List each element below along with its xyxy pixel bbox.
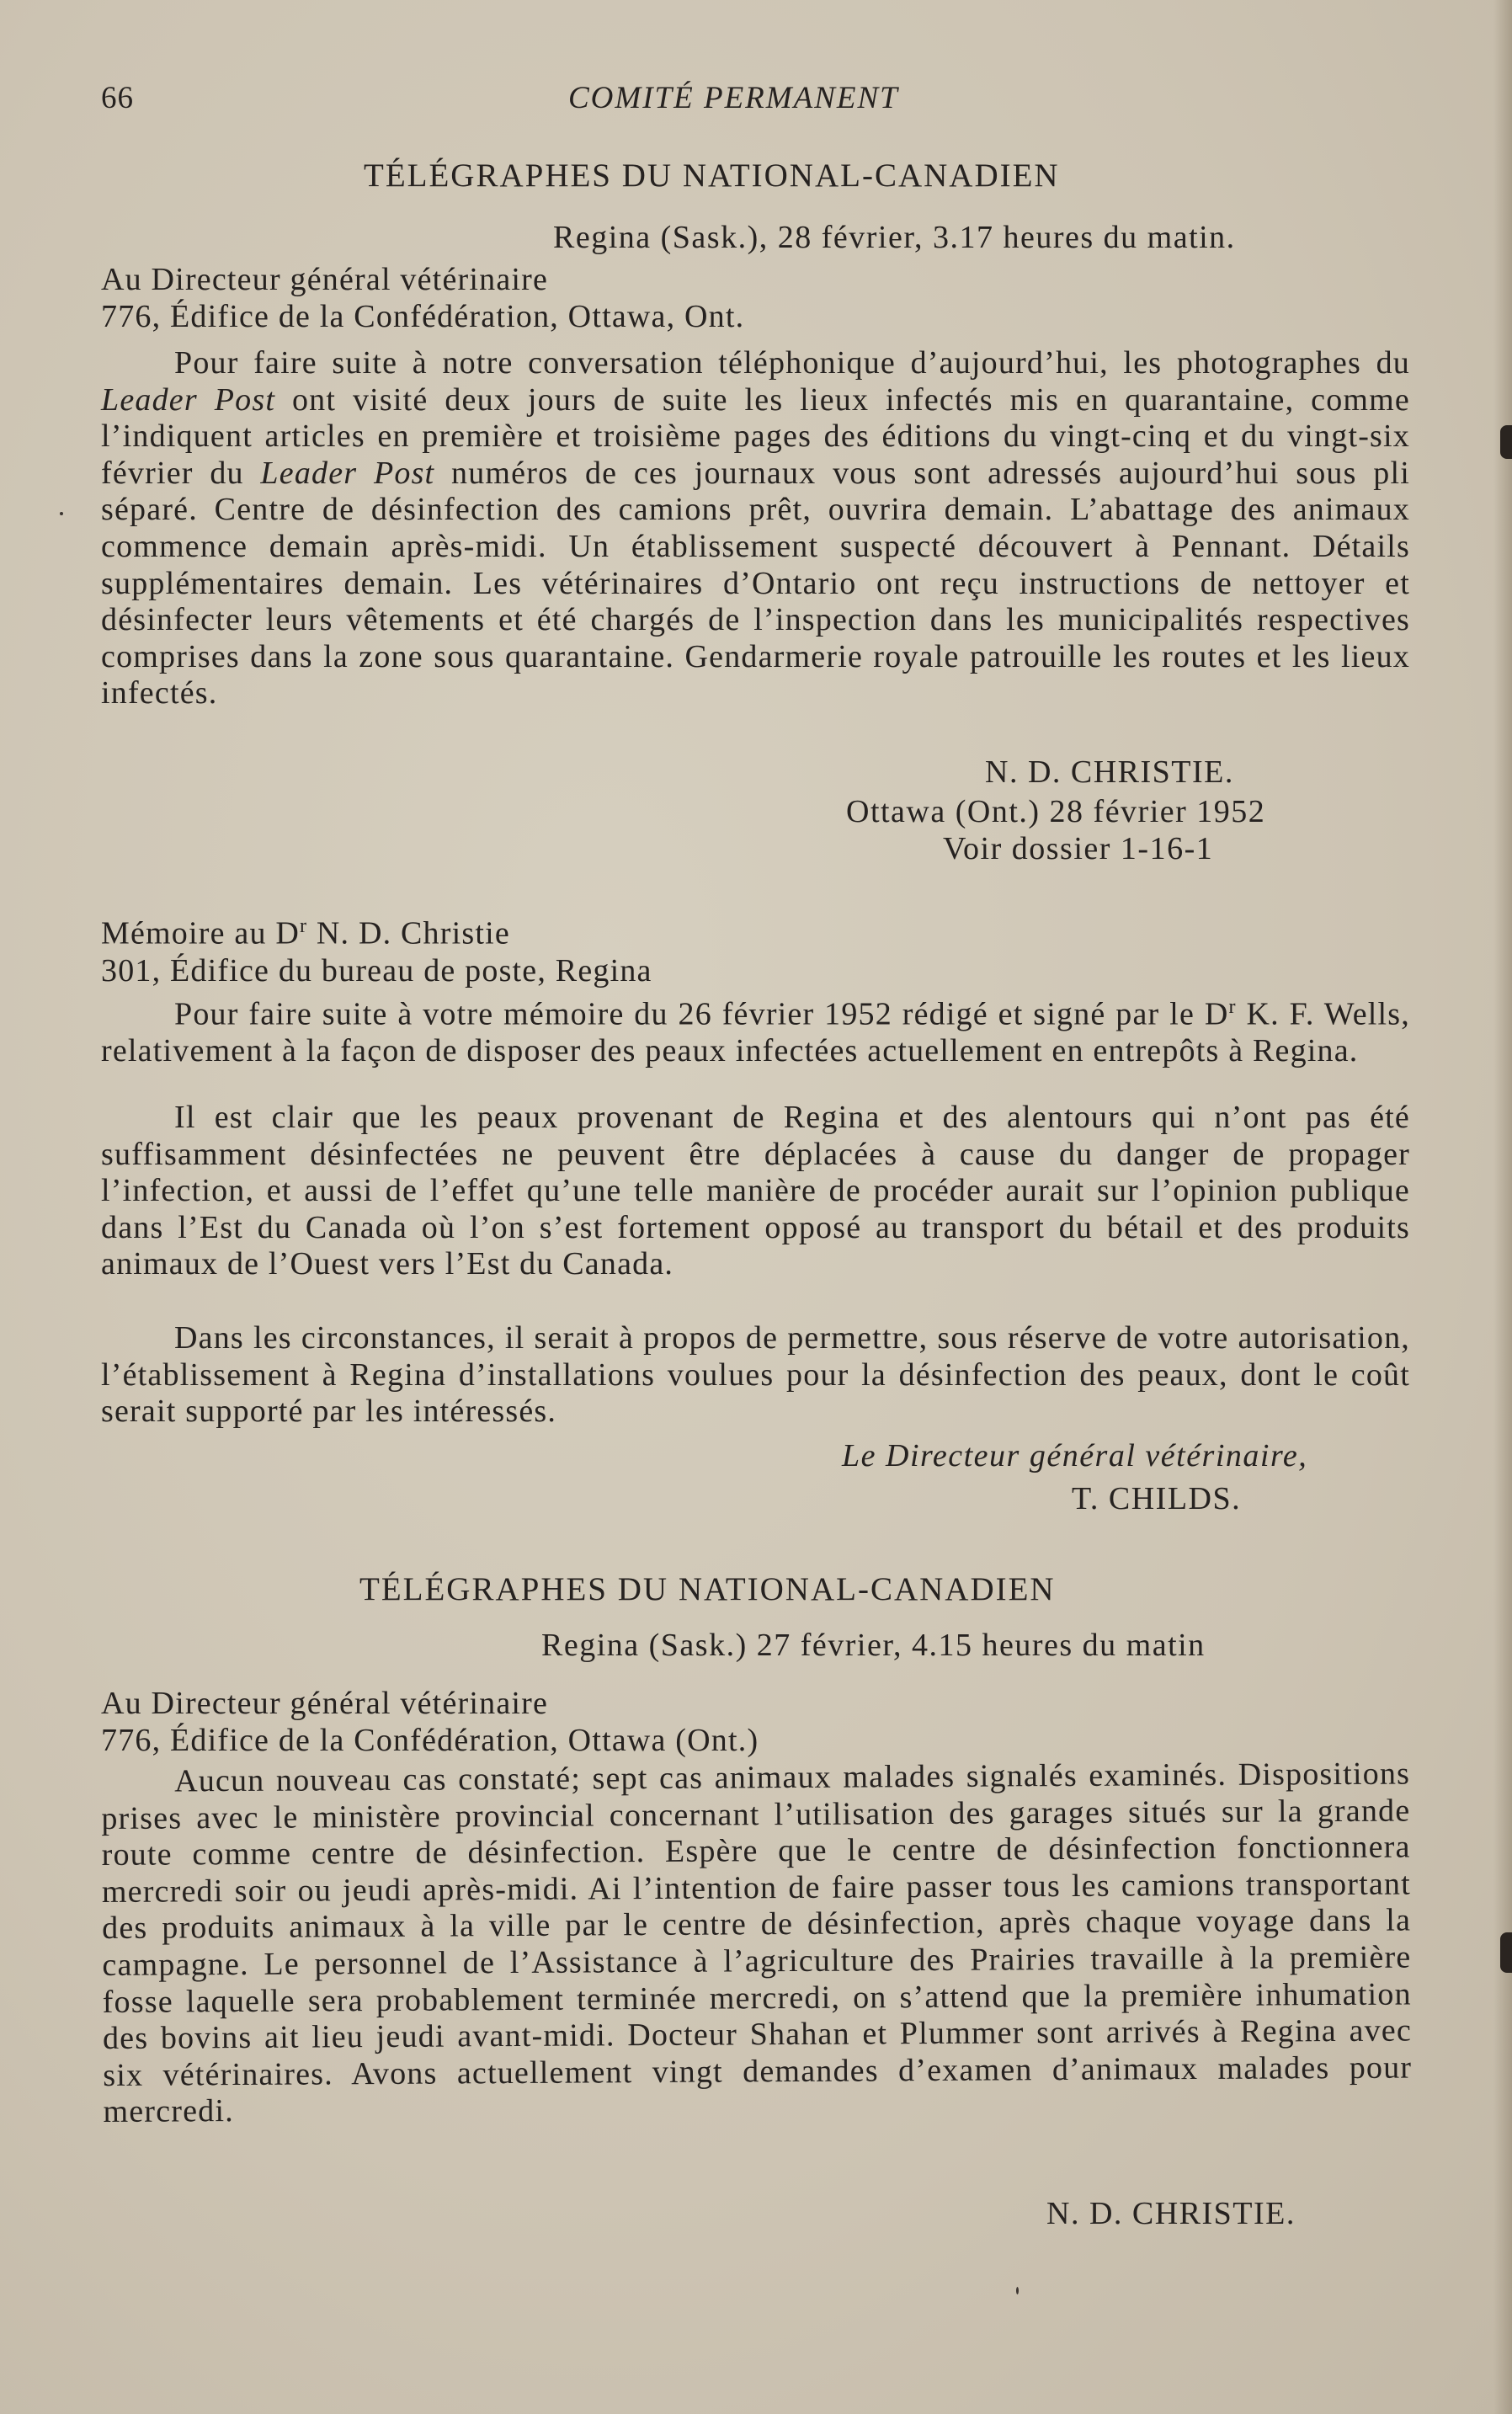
telegram-title: TÉLÉGRAPHES DU NATIONAL-CANADIEN	[364, 157, 1060, 194]
running-head: COMITÉ PERMANENT	[568, 81, 899, 115]
recipient-address	[101, 261, 744, 335]
signature: N. D. CHRISTIE.	[985, 754, 1234, 790]
memo-to-line: Mémoire au $D^r$ N. D. Christie	[101, 915, 510, 951]
address-line: 301, Édifice du bureau de poste, Regina	[101, 952, 652, 989]
newspaper-name: Leader Post	[101, 381, 276, 418]
memo-recipient	[101, 908, 652, 989]
page-number: 66	[101, 81, 134, 115]
telegram-title: TÉLÉGRAPHES DU NATIONAL-CANADIEN	[359, 1571, 1056, 1607]
scan-speck	[1016, 2287, 1019, 2294]
scan-speck	[60, 512, 63, 515]
telegram-dateline: Regina (Sask.) 27 février, 4.15 heures du matin	[541, 1628, 1206, 1663]
newspaper-name: Leader Post	[260, 455, 435, 491]
telegram-body: Aucun nouveau cas constaté; sept cas animaux malades signalés examinés. Dispositions prises avec le ministère provincial concernant l’utilisation des garages situés sur la grande route comme centre de désinfection. Espère que le centre de désinfection fonctionnera mercredi soir ou jeudi après-midi. Ai l’intention de faire passer tous les camions transportant des produits animaux à la ville par le centre de désinfection, après chaque voyage dans la campagne. Le personnel de l’Assistance à l’agriculture des Prairies travaille à la première fosse laquelle sera probablement terminée mercredi, on s’attend que la première inhumation des bovins ait lieu jeudi avant-midi. Docteur Shahan et Plummer sont arrivés à Regina avec six vétérinaires. Avons actuellement vingt demandes d’examen d’animaux malades pour mercredi.	[101, 1756, 1413, 2130]
body-text-run: numéros de ces journaux vous sont adressés aujourd’hui sous pli séparé. Centre de désinfection des camions prêt, ouvrira demain. L’abattage des animaux commence demain après-midi. Un établissement suspecté découvert à Pennant. Détails supplémentaires demain. Les vétérinaires d’Ontario ont reçu instructions de nettoyer et désinfecter leurs vêtements et été chargés de l’inspection dans les municipalités respectives comprises dans la zone sous quarantaine. Gendarmerie royale patrouille les routes et les lieux infectés.	[101, 455, 1410, 711]
address-line: Au Directeur général vétérinaire	[101, 1686, 549, 1721]
binding-mark	[1500, 1932, 1512, 1973]
address-line: Au Directeur général vétérinaire	[101, 262, 549, 297]
page-edge-shadow	[1493, 0, 1512, 2414]
memo-paragraph: Il est clair que les peaux provenant de Regina et des alentours qui n’ont pas été suffisamment désinfectées ne peuvent être déplacées à cause du danger de propager l’infection, et aussi de l’effet qu’une telle manière de procéder aurait sur l’opinion publique dans l’Est du Canada où l’on s’est fortement opposé au transport du bétail et des produits animaux de l’Ouest vers l’Est du Canada.	[101, 1100, 1410, 1282]
memo-paragraph: Pour faire suite à votre mémoire du 26 février 1952 rédigé et signé par le $D^r$ K. F. Wells, relativement à la façon de disposer des peaux infectées actuellement en entrepôts à Regina.	[101, 996, 1410, 1069]
memo-paragraph: Dans les circonstances, il serait à propos de permettre, sous réserve de votre autorisation, l’établissement à Regina d’installations voulues pour la désinfection des peaux, dont le coût serait supporté par les intéressés.	[101, 1320, 1410, 1430]
memo-date: Ottawa (Ont.) 28 février 1952	[846, 794, 1266, 829]
memo-closing: Le Directeur général vétérinaire,	[842, 1438, 1308, 1473]
telegram-body	[101, 345, 1410, 712]
address-line: 776, Édifice de la Confédération, Ottawa, Ont.	[101, 299, 745, 334]
binding-mark	[1500, 425, 1512, 459]
body-text-run: ont visité deux jours de suite les lieux infectés mis en quarantaine, comme l’indiquent articles en première et troisième pages des éditions du vingt-cinq et du vingt-six février du	[101, 381, 1410, 491]
recipient-address	[101, 1685, 759, 1759]
page-header	[101, 80, 1410, 122]
signature: N. D. CHRISTIE.	[1046, 2196, 1296, 2231]
address-line: 776, Édifice de la Confédération, Ottawa (Ont.)	[101, 1723, 759, 1758]
signature: T. CHILDS.	[1072, 1481, 1242, 1516]
telegram-dateline: Regina (Sask.), 28 février, 3.17 heures du matin.	[553, 220, 1236, 255]
file-reference: Voir dossier 1-16-1	[943, 831, 1214, 866]
body-text-run: Pour faire suite à notre conversation téléphonique d’aujourd’hui, les photographes du	[174, 345, 1410, 381]
